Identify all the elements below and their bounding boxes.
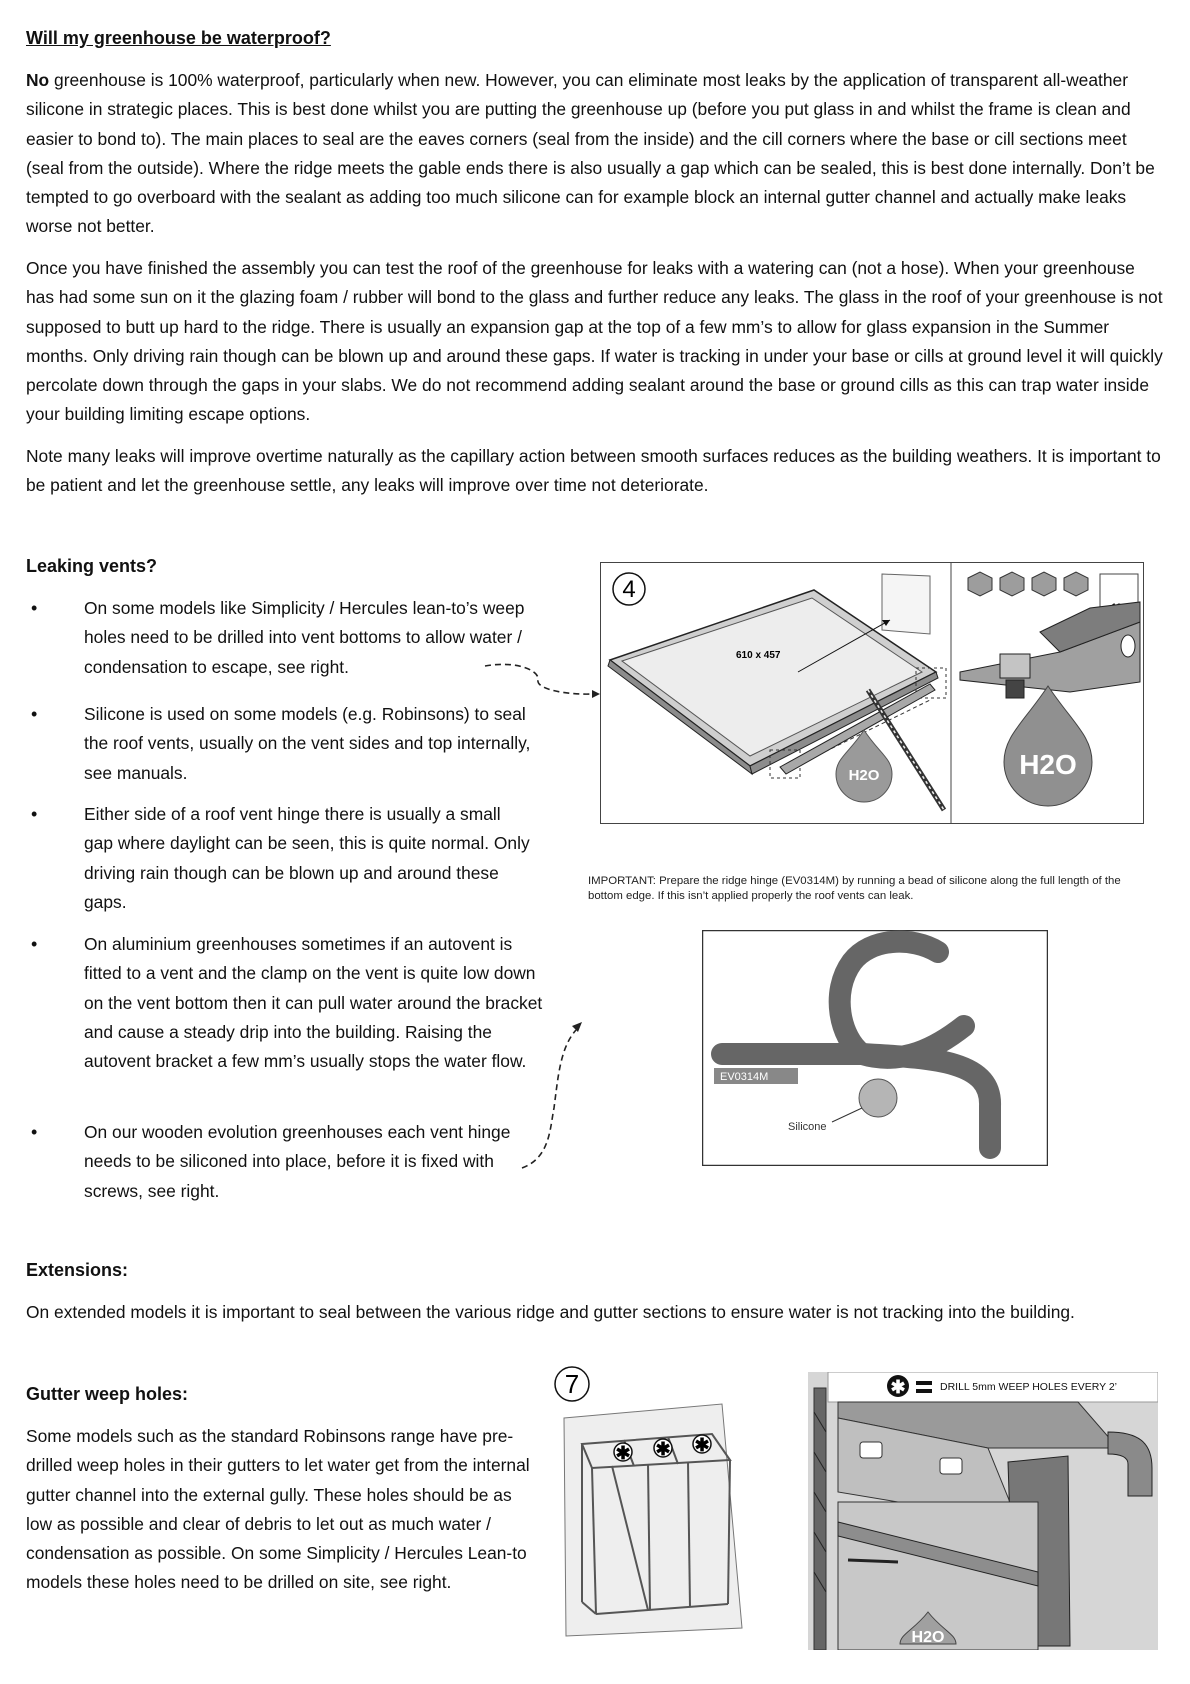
arrow-connector-hinge (520, 1018, 590, 1178)
paragraph-testing: Once you have finished the assembly you can test the roof of the greenhouse for leaks with a watering can (not a hose). When your greenhouse has had some sun on it the glazing foam / rubber will bond to the glass and further reduce any leaks. The glass in the roof of your greenhouse is not supposed to butt up hard to the ridge. There is usually an expansion gap at the top of a few mm’s to allow for glass expansion in the Summer months. Only driving rain though can be blown up and around these gaps. If water is tracking in under your base or cills at ground level it will quickly percolate down through the gaps in your slabs. We do not recommend adding sealant around the base or ground cills as this can trap water inside your building limiting escape options. (26, 258, 1163, 425)
extensions-heading: Extensions: (26, 1260, 129, 1280)
paragraph-lead-word: No (26, 70, 50, 90)
bullet-marker: • (31, 934, 38, 954)
silicone-label: Silicone (788, 1121, 827, 1133)
bullet-text: On aluminium greenhouses sometimes if an autovent is fitted to a vent and the clamp on the vent is quite low down on the vent bottom then it can pull water around the bracket and cause a steady drip into the building. Raising the autovent bracket a few mm’s usually stops the water flow. (84, 934, 543, 1072)
paragraph-waterproof (26, 66, 1166, 242)
lean-to-greenhouse-diagram (552, 1364, 752, 1638)
svg-text:✱: ✱ (655, 1439, 671, 1459)
part-label: EV0314M (720, 1071, 769, 1083)
vent-bullet-1 (26, 594, 546, 682)
svg-text:✱: ✱ (615, 1443, 631, 1463)
arrow-connector-vent (480, 650, 600, 700)
svg-text:✱: ✱ (694, 1435, 710, 1455)
ridge-hinge-profile-diagram (702, 930, 1048, 1166)
vent-weep-hole-diagram (600, 562, 1144, 824)
bullet-text: On our wooden evolution greenhouses each vent hinge needs to be siliconed into place, before it is fixed with screws, see right. (84, 1122, 511, 1201)
bullet-marker: • (31, 704, 38, 724)
page-title: Will my greenhouse be waterproof? (26, 28, 331, 48)
step-number: 4 (622, 576, 636, 603)
gutter-heading: Gutter weep holes: (26, 1384, 189, 1404)
vent-bullet-5 (26, 1118, 546, 1206)
extensions-text: On extended models it is important to seal between the various ridge and gutter sections to ensure water is not tracking into the building. (26, 1302, 1075, 1322)
bullet-text: On some models like Simplicity / Hercules lean-to’s weep holes need to be drilled into vent bottoms to allow water / condensation to escape, see right. (84, 598, 525, 677)
bullet-text: Silicone is used on some models (e.g. Robinsons) to seal the roof vents, usually on the vent sides and top internally, see manuals. (84, 704, 531, 783)
paragraph-settling: Note many leaks will improve overtime naturally as the capillary action between smooth surfaces reduces as the building weathers. It is important to be patient and let the greenhouse settle, any leaks will improve over time not deteriorate. (26, 446, 1161, 496)
paragraph-body: greenhouse is 100% waterproof, particularly when new. However, you can eliminate most leaks by the application of transparent all-weather silicone in strategic places. This is best done whilst you are putting the greenhouse up (before you put glass in and whilst the frame is clean and easier to bond to). The main places to seal are the eaves corners (seal from the inside) and the cill corners where the base or cill sections meet (seal from the outside). Where the ridge meets the gable ends there is also usually a gap which can be sealed, this is best done internally. Don’t be tempted to go overboard with the sealant as adding too much silicone can for example block an internal gutter channel and actually make leaks worse not better. (26, 70, 1155, 237)
gutter-text: Some models such as the standard Robinsons range have pre-drilled weep holes in their gutters to let water get from the internal gutter channel into the external gully. These holes should be as low as possible and clear of debris to let out as much water / condensation as possible. On some Simplicity / Hercules Lean-to models these holes need to be drilled on site, see right. (26, 1426, 530, 1593)
hinge-caption: IMPORTANT: Prepare the ridge hinge (EV0314M) by running a bead of silicone along the full length of the bottom edge. If this isn’t applied properly the roof vents can leak. (588, 875, 1121, 902)
gutter-drill-diagram (808, 1372, 1158, 1650)
bullet-text: Either side of a roof vent hinge there is usually a small gap where daylight can be seen, this is quite normal. Only driving rain though can be blown up and around these gaps. (84, 804, 530, 912)
bullet-marker: • (31, 804, 38, 824)
vent-bullet-3 (26, 800, 546, 917)
vent-bullet-4 (26, 930, 546, 1076)
silicone-bead (859, 1079, 897, 1117)
h2o-label-large: H2O (1019, 749, 1077, 780)
bullet-marker: • (31, 1122, 38, 1142)
step-number: 7 (564, 1369, 580, 1399)
bullet-marker: • (31, 598, 38, 618)
dimension-label: 610 x 457 (736, 650, 781, 661)
vents-heading: Leaking vents? (26, 556, 158, 576)
h2o-label-small: H2O (848, 767, 880, 784)
svg-text:✱: ✱ (890, 1377, 906, 1397)
drill-legend: DRILL 5mm WEEP HOLES EVERY 2’ (940, 1381, 1118, 1393)
vent-bullet-2 (26, 700, 546, 788)
h2o-label: H2O (911, 1629, 945, 1646)
